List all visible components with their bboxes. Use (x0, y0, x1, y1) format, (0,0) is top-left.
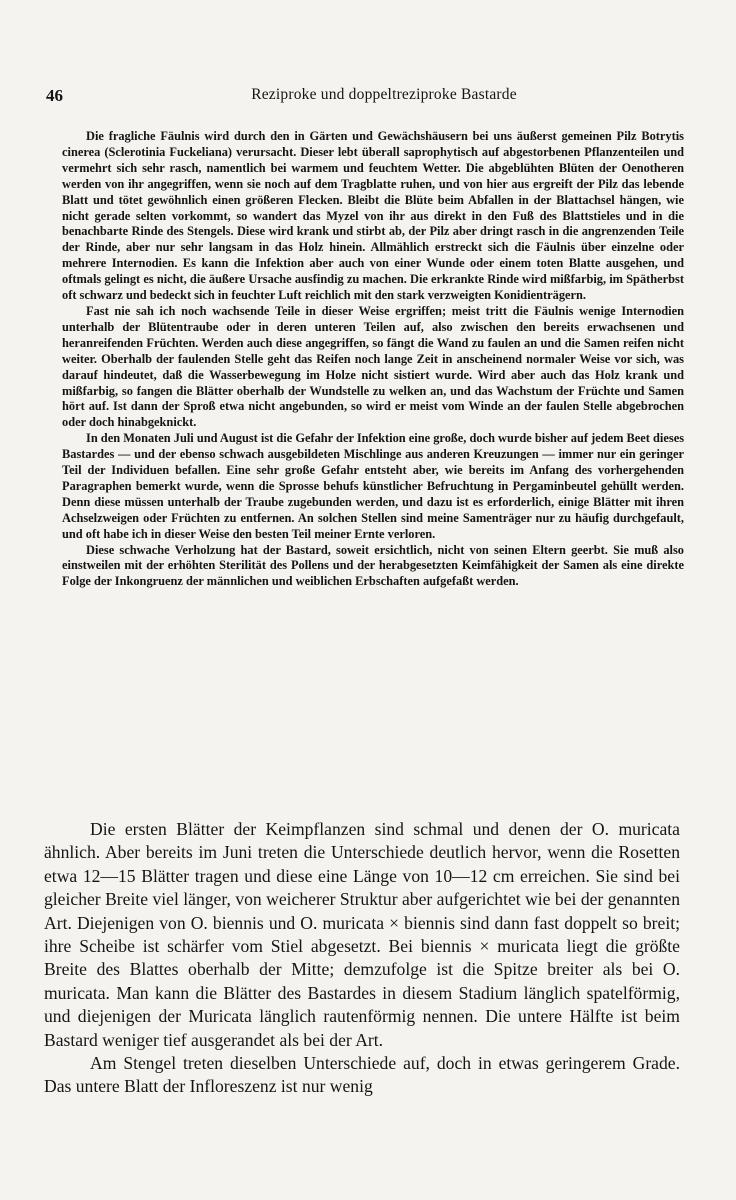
page-header (46, 86, 682, 108)
small-print-section (62, 129, 684, 590)
paragraph: In den Monaten Juli und August ist die Gefahr der Infektion eine große, doch wurde bisher auf jedem Beet dieses Bastardes — und der ebenso schwach ausgebildeten Mischlinge aus anderen Kreuzungen — immer nur ein geringer Teil der Individuen befallen. Eine sehr große Gefahr entsteht aber, wie bereits im Anfang des vorhergehenden Paragraphen bemerkt wurde, wenn die Sprosse behufs künstlicher Befruchtung in Pergaminbeutel gehüllt werden. Denn diese müssen unterhalb der Traube zugebunden werden, und dazu ist es erforderlich, einige Blätter mit ihren Achselzweigen oder Früchten zu entfernen. An solchen Stellen sind meine Samenträger nur zu häufig durchgefault, und oft habe ich in dieser Weise den besten Teil meiner Ernte verloren. (62, 431, 685, 541)
paragraph: Diese schwache Verholzung hat der Bastard, soweit ersichtlich, nicht von seinen Eltern geerbt. Sie muß also einstweilen mit der erhöhten Sterilität des Pollens und der herabgesetzten Keimfähigkeit der Samen als eine direkte Folge der Inkongruenz der männlichen und weiblichen Erbschaften aufgefaßt werden. (62, 542, 684, 589)
paragraph: Am Stengel treten dieselben Unterschiede auf, doch in etwas geringerem Grade. Das untere Blatt der Infloreszenz ist nur wenig (44, 1053, 680, 1097)
paragraph: Die ersten Blätter der Keimpflanzen sind schmal und denen der O. muricata ähnlich. Aber bereits im Juni treten die Unterschiede deutlich hervor, wenn die Rosetten etwa 12—15 Blätter tragen und diese eine Länge von 10—12 cm erreichen. Sie sind bei gleicher Breite viel länger, von weicherer Struktur aber aufgerichtet wie bei der genannten Art. Diejenigen von O. biennis und O. muricata × biennis sind dann fast doppelt so breit; ihre Scheibe ist schärfer vom Stiel abgesetzt. Bei biennis × muricata liegt die größte Breite des Blattes oberhalb der Mitte; demzufolge ist die Spitze breiter als bei O. muricata. Man kann die Blätter des Bastardes in diesem Stadium länglich spatelförmig, und diejenigen der Muricata länglich rautenförmig nennen. Die untere Hälfte ist beim Bastard weniger tief ausgerandet als bei der Art. (44, 819, 680, 1050)
running-title: Reziproke und doppeltreziproke Bastarde (251, 86, 517, 103)
page-number: 46 (46, 86, 63, 105)
paragraph: Die fragliche Fäulnis wird durch den in Gärten und Gewächshäusern bei uns äußerst gemeinen Pilz Botrytis cinerea (Sclerotinia Fuckeliana) verursacht. Dieser lebt überall saprophytisch auf abgestorbenen Pflanzenteilen und vermehrt sich sehr rasch, namentlich bei warmem und feuchtem Wetter. Die abgeblühten Blüten der Oenotheren werden von ihr angegriffen, wenn sie noch auf dem Tragblatte ruhen, und von hier aus ergreift der Pilz das lebende Blatt und tötet gewöhnlich einen größeren Flecken. Bleibt die Blüte beim Abfallen in der Blattachsel hängen, wie nicht gerade selten vorkommt, so wandert das Myzel von ihr aus direkt in den Fuß des Blattstieles und in die benachbarte Rinde des Stengels. Diese wird krank und stirbt ab, der Pilz aber dringt rasch in die angrenzenden Teile der Rinde, aber nur sehr langsam in das Holz hinein. Allmählich erstreckt sich die Fäulnis über einzelne oder mehrere Internodien. Es kann die Infektion aber auch von einer Wunde oder einem toten Blatte ausgehen, und oftmals gelingt es nicht, die äußere Ursache ausfindig zu machen. Die erkrankte Rinde wird mißfarbig, im Spätherbst oft schwarz und bedeckt sich in feuchter Luft reichlich mit den stark verzweigten Konidienträgern. (62, 129, 684, 303)
paragraph: Fast nie sah ich noch wachsende Teile in dieser Weise ergriffen; meist tritt die Fäulnis wenige Internodien unterhalb der Blütentraube oder in deren unteren Teilen auf, also zwischen den bereits erwachsenen und heranreifenden Früchten. Werden auch diese angegriffen, so fängt die Wand zu faulen an und die Samen reifen nicht weiter. Oberhalb der faulenden Stelle geht das Reifen noch lange Zeit in anscheinend normaler Weise vor sich, was darauf hindeutet, daß die Wasserbewegung im Holze nicht sistiert wurde. Wird aber auch das Holz krank und mißfarbig, so fangen die Blätter oberhalb der Wundstelle zu welken an, und das Wachstum der Früchte und Samen hört auf. Ist dann der Sproß etwa nicht angebunden, so wird er meist vom Winde an der faulen Stelle abgebrochen oder doch hinabgeknickt. (62, 303, 684, 430)
main-text-section (44, 818, 680, 1099)
